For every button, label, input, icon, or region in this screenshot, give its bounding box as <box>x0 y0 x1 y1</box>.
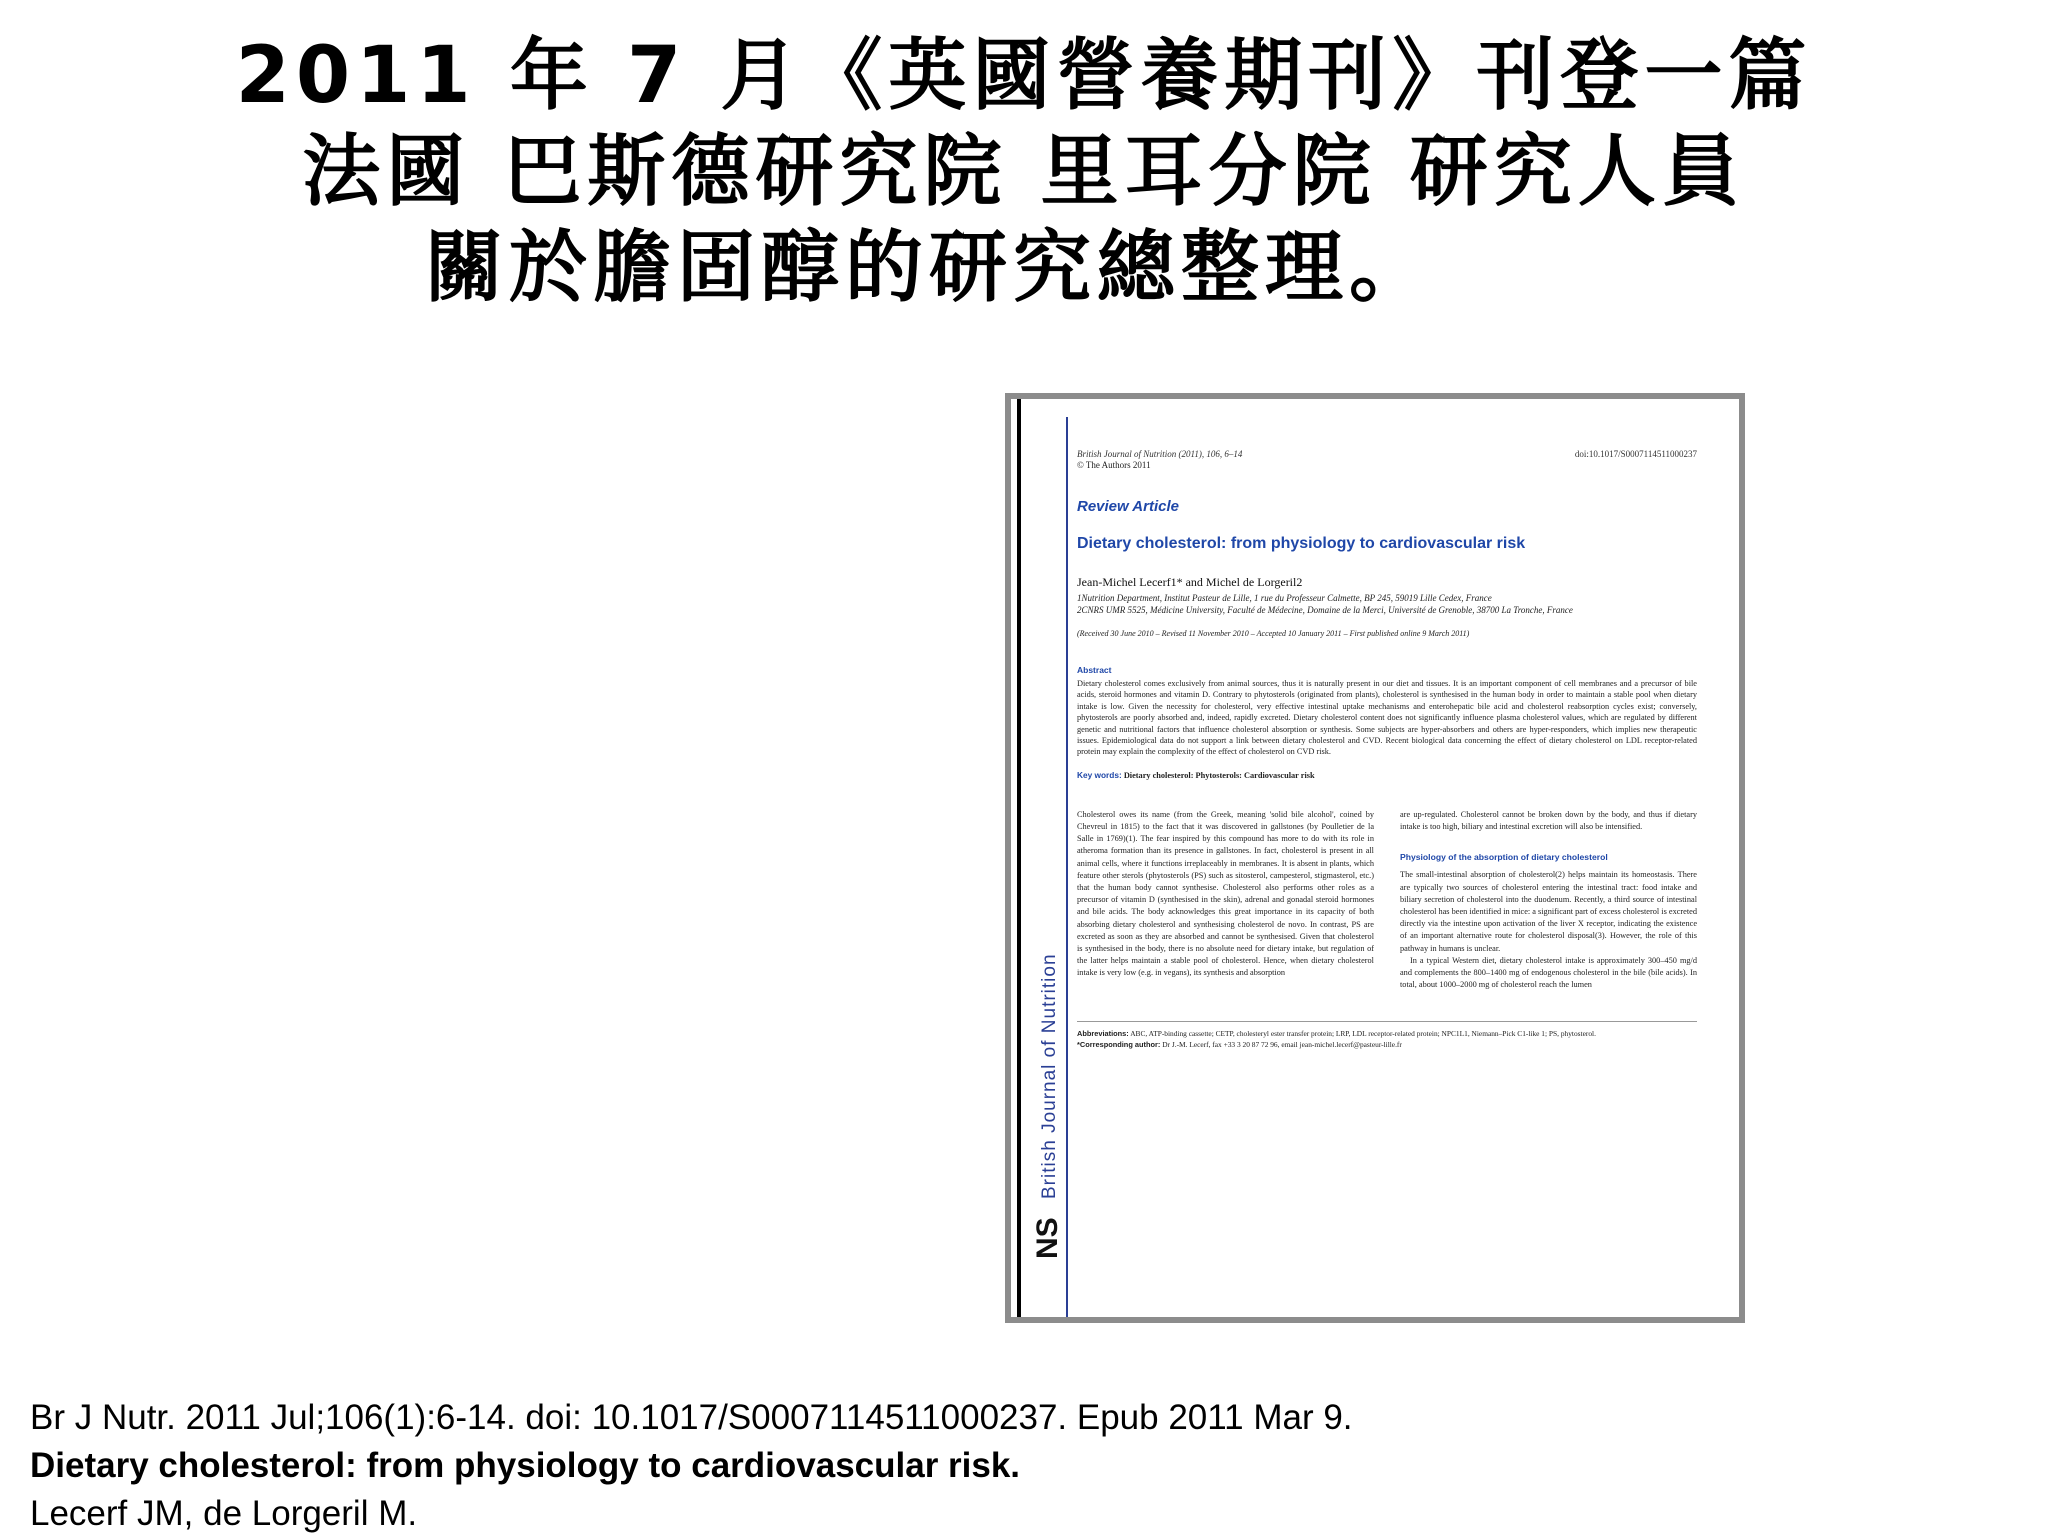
corresponding-label: *Corresponding author: <box>1077 1040 1161 1050</box>
journal-name-vertical: British Journal of Nutrition <box>1039 953 1060 1199</box>
keywords <box>1077 770 1697 781</box>
paper-doi: doi:10.1017/S0007114511000237 <box>1574 449 1697 459</box>
body-paragraph: Cholesterol owes its name (from the Greek, meaning 'solid bile alcohol', coined by Chevreul in 1815) to the fact that it was discovered in gallstones (by Poulletier de la Salle in 1769)(1). The fear inspired by this compound has more to do with its role in atheroma formation than its presence in gallstones. In fact, cholesterol is present in all animal cells, where it functions irreplaceably in membranes. It is absent in plants, which feature other sterols (phytosterols (PS) such as sitosterol, campesterol, stigmasterol, etc.) that the human body cannot synthesise. Cholesterol also performs other roles as a precursor of vitamin D (synthesised in the skin), adrenal and gonadal steroid hormones and bile acids. The body acknowledges this great importance in its capacity of both absorbing dietary cholesterol and synthesising cholesterol de novo. In contrast, PS are excreted as soon as they are absorbed and cannot be synthesised. Given that cholesterol is synthesised in the body, there is no absolute need for dietary intake, but regulation of the latter helps maintain a stable pool of cholesterol. Hence, when dietary cholesterol intake is very low (e.g. in vegans), its synthesis and absorption <box>1077 809 1374 978</box>
paper-header <box>1077 449 1697 460</box>
body-columns <box>1077 809 1697 992</box>
abbreviations-text: ABC, ATP-binding cassette; CETP, cholesteryl ester transfer protein; LRP, LDL receptor-related protein; NPC1L1, Niemann–Pick C1-like 1; PS, phytosterol. <box>1130 1029 1596 1039</box>
received-dates: (Received 30 June 2010 – Revised 11 November 2010 – Accepted 10 January 2011 – First published online 9 March 2011) <box>1077 629 1470 638</box>
body-column-right <box>1400 809 1697 992</box>
body-column-left <box>1077 809 1374 992</box>
article-authors: Jean-Michel Lecerf1* and Michel de Lorgeril2 <box>1077 575 1303 589</box>
journal-sidebar <box>1021 799 1081 1259</box>
body-paragraph: In a typical Western diet, dietary cholesterol intake is approximately 300–450 mg/d and complements the 800–1400 mg of endogenous cholesterol in the bile (bile acids). In total, about 1000–2000 mg of cholesterol reach the lumen <box>1400 955 1697 990</box>
paper-copyright: © The Authors 2011 <box>1077 460 1151 470</box>
affiliation-2: 2CNRS UMR 5525, Médicine University, Faculté de Médecine, Domaine de la Merci, Université de Grenoble, 38700 La Tronche, France <box>1077 605 1573 615</box>
journal-citation: British Journal of Nutrition (2011), 106, 6–14 <box>1077 449 1243 459</box>
paper-content <box>1077 449 1697 1050</box>
article-type: Review Article <box>1077 498 1179 515</box>
footnotes <box>1077 1021 1697 1050</box>
title-line-1: 2011 年 7 月《英國營養期刊》刊登一篇 <box>235 31 1813 121</box>
abstract-heading: Abstract <box>1077 665 1112 675</box>
citation-title: Dietary cholesterol: from physiology to cardiovascular risk. <box>30 1446 1021 1485</box>
body-paragraph: The small-intestinal absorption of cholesterol(2) helps maintain its homeostasis. There are typically two sources of cholesterol entering the intestinal tract: food intake and biliary secretion of cholesterol into the duodenum. Recently, a third source of intestinal cholesterol has been identified in mice: a significant part of excess cholesterol is excreted directly via the intestine upon activation of the liver X receptor, indicating the existence of an important alternative route for cholesterol disposal(3). However, the role of this pathway in humans is unclear. <box>1400 870 1697 953</box>
corresponding-text: Dr J.-M. Lecerf, fax +33 3 20 87 72 96, email jean-michel.lecerf@pasteur-lille.fr <box>1162 1040 1402 1050</box>
title-line-2: 法國 巴斯德研究院 里耳分院 研究人員 <box>302 127 1746 217</box>
corresponding-author <box>1077 1039 1697 1050</box>
paper-thumbnail <box>1005 393 1745 1323</box>
journal-logo: NS <box>1031 1217 1064 1259</box>
affiliation-1: 1Nutrition Department, Institut Pasteur de Lille, 1 rue du Professeur Calmette, BP 245, 59019 Lille Cedex, France <box>1077 593 1492 603</box>
citation-block <box>30 1394 2010 1538</box>
abbreviations <box>1077 1028 1697 1039</box>
keywords-label: Key words: <box>1077 769 1122 780</box>
abstract-text: Dietary cholesterol comes exclusively from animal sources, thus it is naturally present in our diet and tissues. It is an important component of cell membranes and a precursor of bile acids, steroid hormones and vitamin D. Contrary to phytosterols (originated from plants), cholesterol is synthesised in the human body in order to maintain a stable pool when dietary intake is low. Given the necessity for cholesterol, very effective intestinal uptake mechanisms and enterohepatic bile acid and cholesterol reabsorption cycles exist; conversely, phytosterols are poorly absorbed and, indeed, rapidly excreted. Dietary cholesterol content does not significantly influence plasma cholesterol values, which are regulated by different genetic and nutritional factors that influence cholesterol absorption or synthesis. Some subjects are hyper-absorbers and others are hyper-responders, which implies new therapeutic issues. Epidemiological data do not support a link between dietary cholesterol and CVD. Recent biological data concerning the effect of dietary cholesterol on LDL receptor-related protein may explain the complexity of the effect of cholesterol on CVD risk. <box>1077 679 1697 757</box>
body-paragraph: are up-regulated. Cholesterol cannot be broken down by the body, and thus if dietary intake is too high, biliary and intestinal excretion will also be intensified. <box>1400 809 1697 832</box>
citation-reference: Br J Nutr. 2011 Jul;106(1):6-14. doi: 10.1017/S0007114511000237. Epub 2011 Mar 9. <box>30 1398 1353 1437</box>
title-line-3: 關於膽固醇的研究總整理。 <box>424 223 1433 313</box>
article-title: Dietary cholesterol: from physiology to cardiovascular risk <box>1077 535 1526 552</box>
citation-authors: Lecerf JM, de Lorgeril M. <box>30 1494 418 1533</box>
paper-page <box>1011 399 1739 1317</box>
abbreviations-label: Abbreviations: <box>1077 1029 1129 1039</box>
slide-title <box>0 28 2048 316</box>
section-heading: Physiology of the absorption of dietary cholesterol <box>1400 852 1608 863</box>
keywords-value: Dietary cholesterol: Phytosterols: Cardiovascular risk <box>1123 770 1315 780</box>
